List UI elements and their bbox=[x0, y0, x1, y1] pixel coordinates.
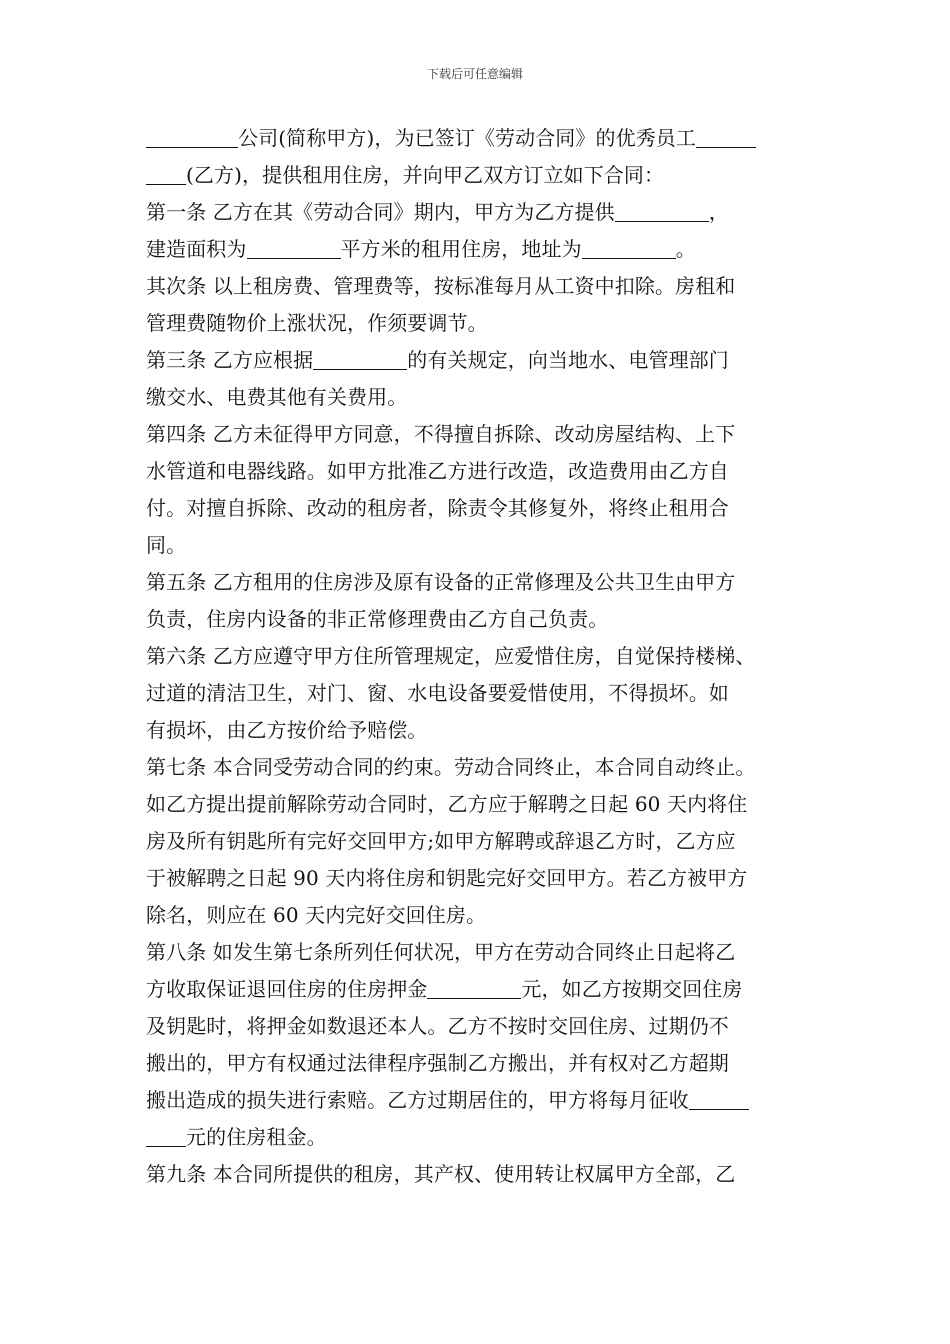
page-header: 下载后可任意编辑 bbox=[426, 67, 523, 81]
fill-in-blank[interactable] bbox=[146, 1124, 186, 1147]
contract-line bbox=[146, 490, 826, 527]
line-text: 如乙方提出提前解除劳动合同时，乙方应于解聘之日起 60 天内将住 bbox=[146, 792, 748, 816]
fill-in-blank[interactable] bbox=[247, 236, 341, 259]
line-text: 第五条 乙方租用的住房涉及原有设备的正常修理及公共卫生由甲方 bbox=[146, 570, 736, 594]
contract-line bbox=[146, 157, 826, 194]
contract-line bbox=[146, 675, 826, 712]
fill-in-blank[interactable] bbox=[427, 976, 521, 999]
line-text: 负责，住房内设备的非正常修理费由乙方自己负责。 bbox=[146, 607, 609, 631]
line-text: 有损坏，由乙方按价给予赔偿。 bbox=[146, 718, 428, 742]
contract-line bbox=[146, 342, 826, 379]
contract-line bbox=[146, 601, 826, 638]
line-text: 的有关规定，向当地水、电管理部门 bbox=[407, 348, 729, 372]
contract-line bbox=[146, 786, 826, 823]
contract-line bbox=[146, 1008, 826, 1045]
line-text: 。 bbox=[675, 237, 696, 261]
fill-in-blank[interactable] bbox=[146, 125, 238, 148]
contract-line bbox=[146, 971, 826, 1008]
contract-line bbox=[146, 1119, 826, 1156]
line-text: 第一条 乙方在其《劳动合同》期内，甲方为乙方提供 bbox=[146, 200, 615, 224]
line-text: 第六条 乙方应遵守甲方住所管理规定，应爱惜住房，自觉保持楼梯、 bbox=[146, 644, 756, 668]
contract-line bbox=[146, 268, 826, 305]
contract-line bbox=[146, 897, 826, 934]
contract-line bbox=[146, 712, 826, 749]
contract-line bbox=[146, 231, 826, 268]
line-text: (乙方)，提供租用住房，并向甲乙双方订立如下合同： bbox=[186, 163, 665, 187]
line-text: 第三条 乙方应根据 bbox=[146, 348, 314, 372]
fill-in-blank[interactable] bbox=[696, 125, 756, 148]
contract-line bbox=[146, 120, 826, 157]
line-text: 水管道和电器线路。如甲方批准乙方进行改造，改造费用由乙方自 bbox=[146, 459, 729, 483]
line-text: 元的住房租金。 bbox=[186, 1125, 327, 1149]
contract-line bbox=[146, 749, 826, 786]
line-text: 第八条 如发生第七条所列任何状况，甲方在劳动合同终止日起将乙 bbox=[146, 940, 736, 964]
contract-line bbox=[146, 1156, 826, 1193]
line-text: 房及所有钥匙所有完好交回甲方;如甲方解聘或辞退乙方时，乙方应 bbox=[146, 829, 736, 853]
contract-line bbox=[146, 416, 826, 453]
line-text: 过道的清洁卫生，对门、窗、水电设备要爱惜使用，不得损坏。如 bbox=[146, 681, 729, 705]
contract-line bbox=[146, 934, 826, 971]
contract-line bbox=[146, 823, 826, 860]
line-text: 于被解聘之日起 90 天内将住房和钥匙完好交回甲方。若乙方被甲方 bbox=[146, 866, 748, 890]
line-text: ， bbox=[708, 200, 729, 224]
contract-line bbox=[146, 194, 826, 231]
line-text: 付。对擅自拆除、改动的租房者，除责令其修复外，将终止租用合 bbox=[146, 496, 729, 520]
fill-in-blank[interactable] bbox=[582, 236, 676, 259]
line-text: 搬出的，甲方有权通过法律程序强制乙方搬出，并有权对乙方超期 bbox=[146, 1051, 729, 1075]
fill-in-blank[interactable] bbox=[615, 199, 709, 222]
contract-line bbox=[146, 305, 826, 342]
line-text: 建造面积为 bbox=[146, 237, 247, 261]
line-text: 公司(简称甲方)，为已签订《劳动合同》的优秀员工 bbox=[238, 126, 697, 150]
line-text: 缴交水、电费其他有关费用。 bbox=[146, 385, 408, 409]
fill-in-blank[interactable] bbox=[689, 1087, 749, 1110]
line-text: 搬出造成的损失进行索赔。乙方过期居住的，甲方将每月征收 bbox=[146, 1088, 689, 1112]
contract-line bbox=[146, 860, 826, 897]
line-text: 第四条 乙方未征得甲方同意，不得擅自拆除、改动房屋结构、上下 bbox=[146, 422, 736, 446]
line-text: 除名，则应在 60 天内完好交回住房。 bbox=[146, 903, 487, 927]
contract-line bbox=[146, 1045, 826, 1082]
contract-line bbox=[146, 453, 826, 490]
contract-line bbox=[146, 379, 826, 416]
line-text: 同。 bbox=[146, 533, 187, 557]
line-text: 元，如乙方按期交回住房 bbox=[521, 977, 743, 1001]
contract-line bbox=[146, 527, 826, 564]
line-text: 第七条 本合同受劳动合同的约束。劳动合同终止，本合同自动终止。 bbox=[146, 755, 756, 779]
contract-body bbox=[146, 120, 826, 1193]
fill-in-blank[interactable] bbox=[313, 347, 407, 370]
contract-line bbox=[146, 638, 826, 675]
line-text: 其次条 以上租房费、管理费等，按标准每月从工资中扣除。房租和 bbox=[146, 274, 736, 298]
contract-line bbox=[146, 1082, 826, 1119]
line-text: 方收取保证退回住房的住房押金 bbox=[146, 977, 428, 1001]
fill-in-blank[interactable] bbox=[146, 162, 186, 185]
line-text: 管理费随物价上涨状况，作须要调节。 bbox=[146, 311, 488, 335]
contract-line bbox=[146, 564, 826, 601]
line-text: 第九条 本合同所提供的租房，其产权、使用转让权属甲方全部，乙 bbox=[146, 1162, 736, 1186]
line-text: 平方米的租用住房，地址为 bbox=[340, 237, 582, 261]
line-text: 及钥匙时，将押金如数退还本人。乙方不按时交回住房、过期仍不 bbox=[146, 1014, 729, 1038]
